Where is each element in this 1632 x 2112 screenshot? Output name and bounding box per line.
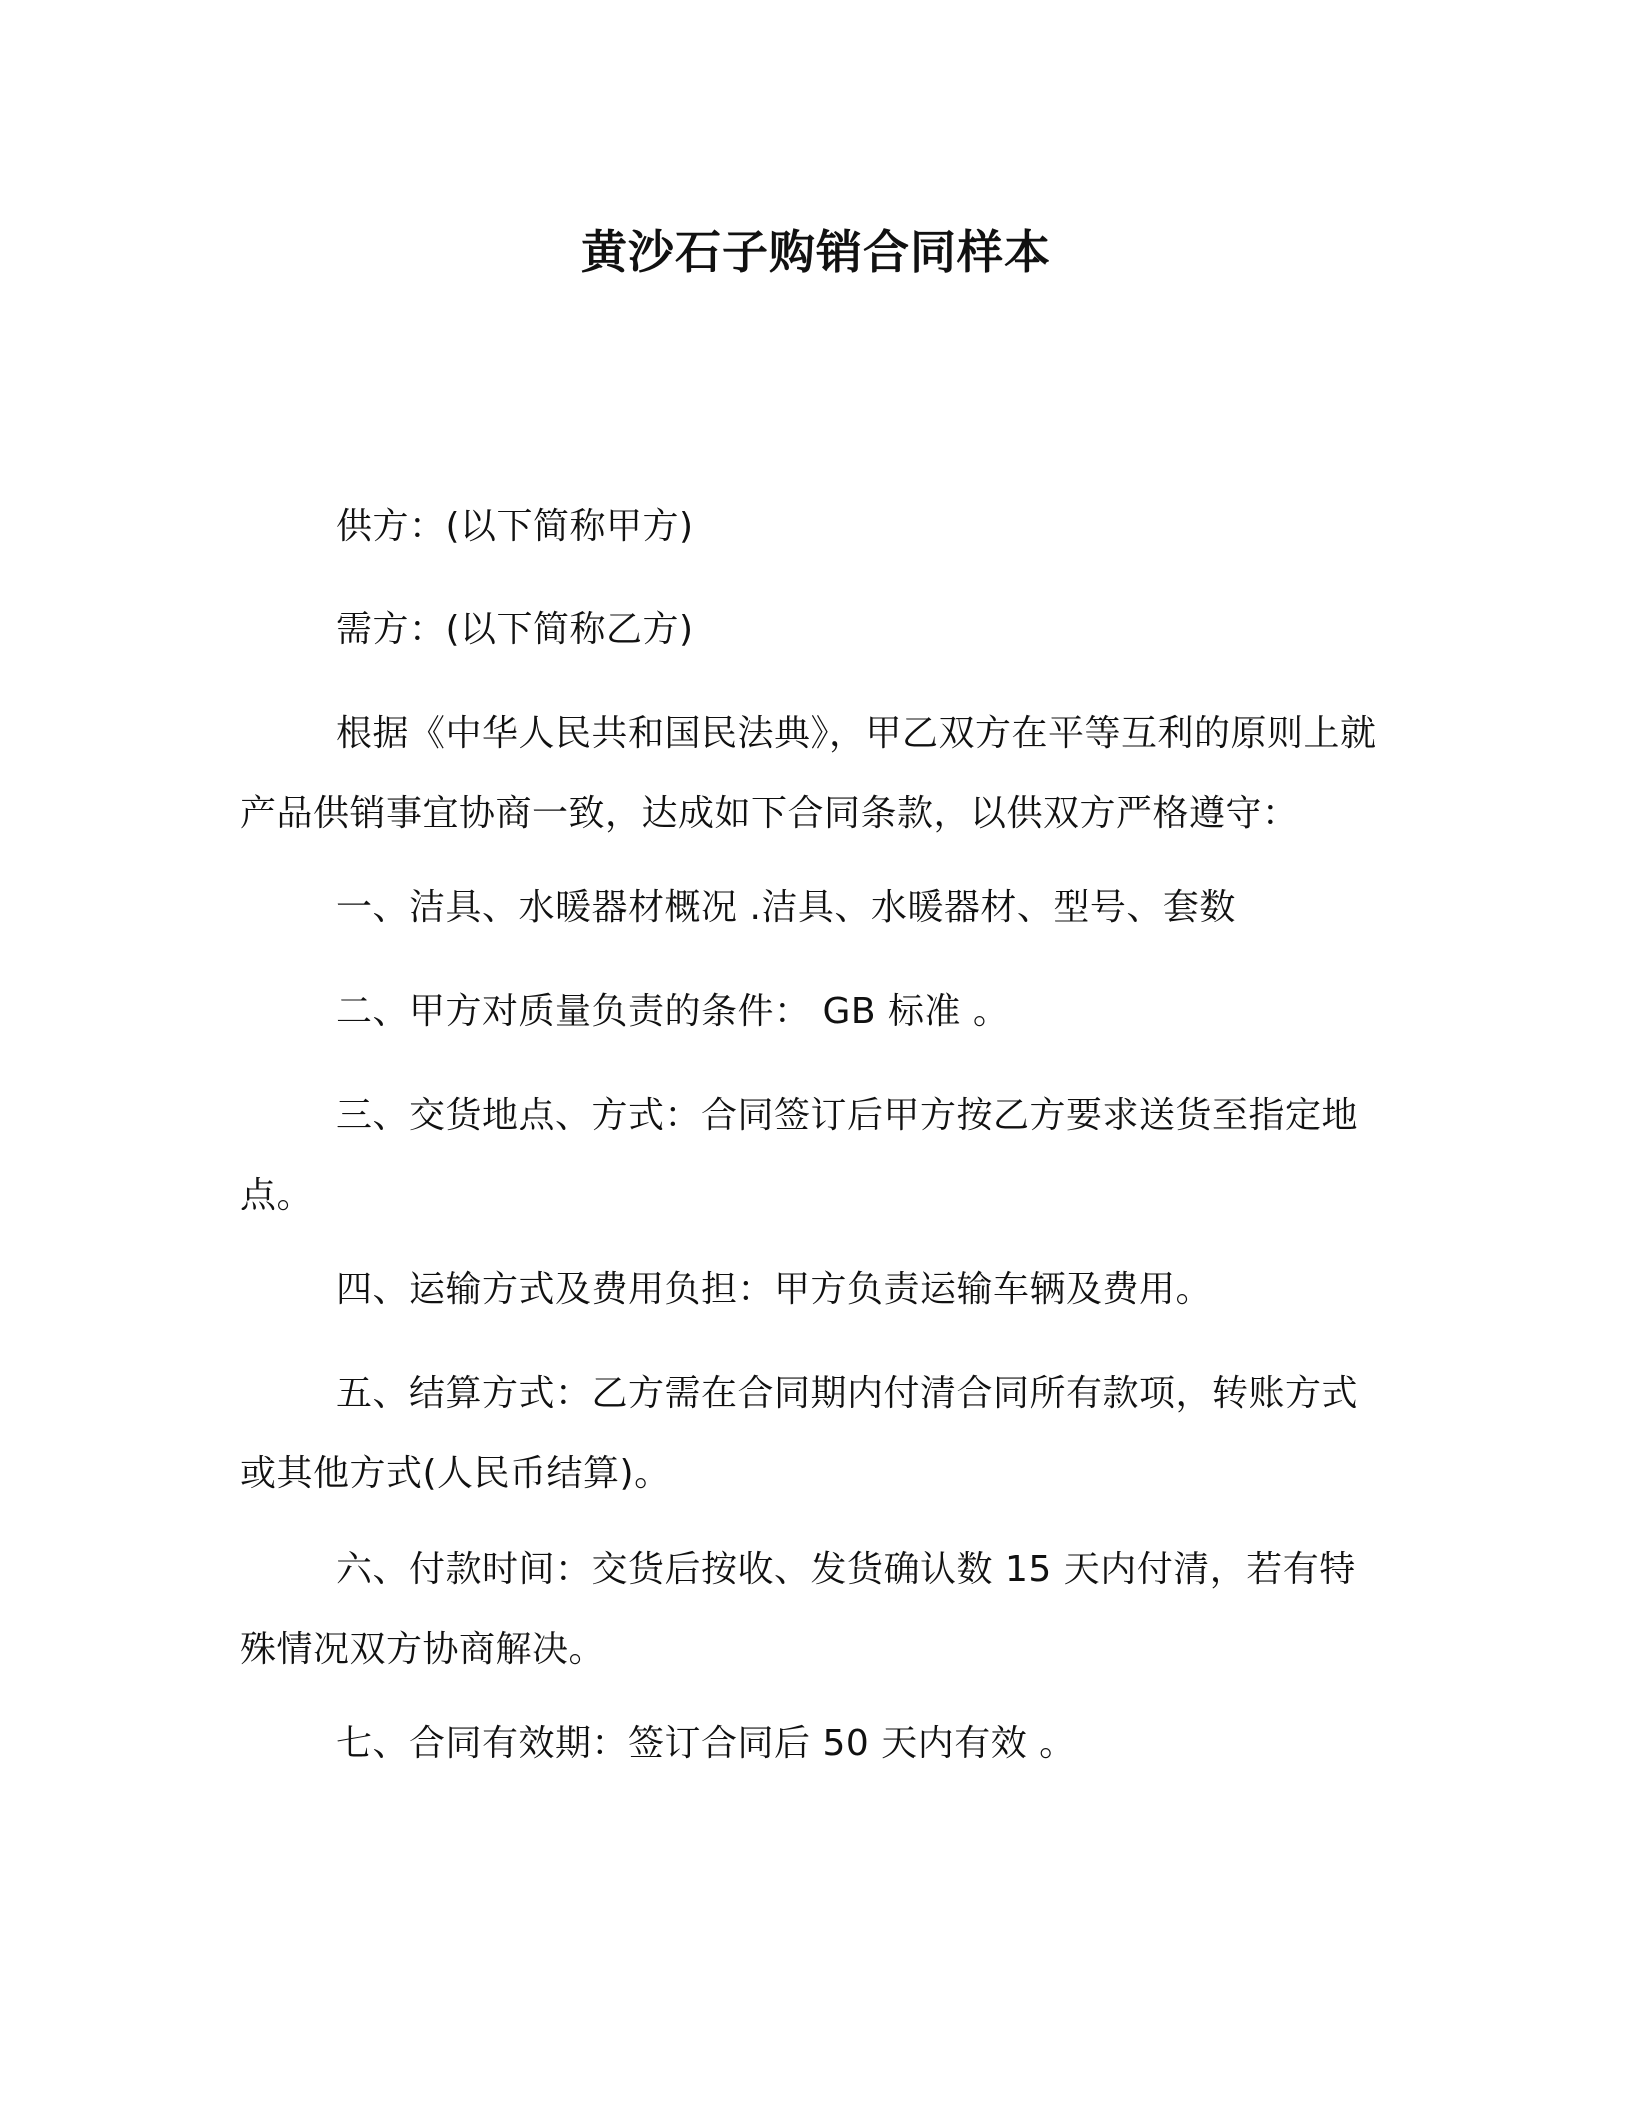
clause-7: 七、合同有效期：签订合同后 50 天内有效 。 (336, 1723, 1076, 1764)
document-title: 黄沙石子购销合同样本 (581, 225, 1051, 279)
clause-6: 六、付款时间：交货后按收、发货确认数 15 天内付清，若有特殊情况双方协商解决。 (240, 1549, 1356, 1670)
clause-5: 五、结算方式：乙方需在合同期内付清合同所有款项，转账方式或其他方式(人民币结算)。 (240, 1373, 1359, 1494)
clause-4: 四、运输方式及费用负担：甲方负责运输车辆及费用。 (336, 1269, 1213, 1310)
supplier-line: 供方：(以下简称甲方) (336, 506, 694, 547)
buyer-line: 需方：(以下简称乙方) (336, 609, 694, 650)
clause-3: 三、交货地点、方式：合同签订后甲方按乙方要求送货至指定地点。 (240, 1095, 1359, 1216)
preamble-paragraph: 根据《中华人民共和国民法典》，甲乙双方在平等互利的原则上就产品供销事宜协商一致，达成如下合同条款，以供双方严格遵守： (240, 713, 1377, 834)
clause-1: 一、洁具、水暖器材概况 .洁具、水暖器材、型号、套数 (336, 887, 1236, 928)
clause-2: 二、甲方对质量负责的条件： GB 标准 。 (336, 991, 1010, 1032)
